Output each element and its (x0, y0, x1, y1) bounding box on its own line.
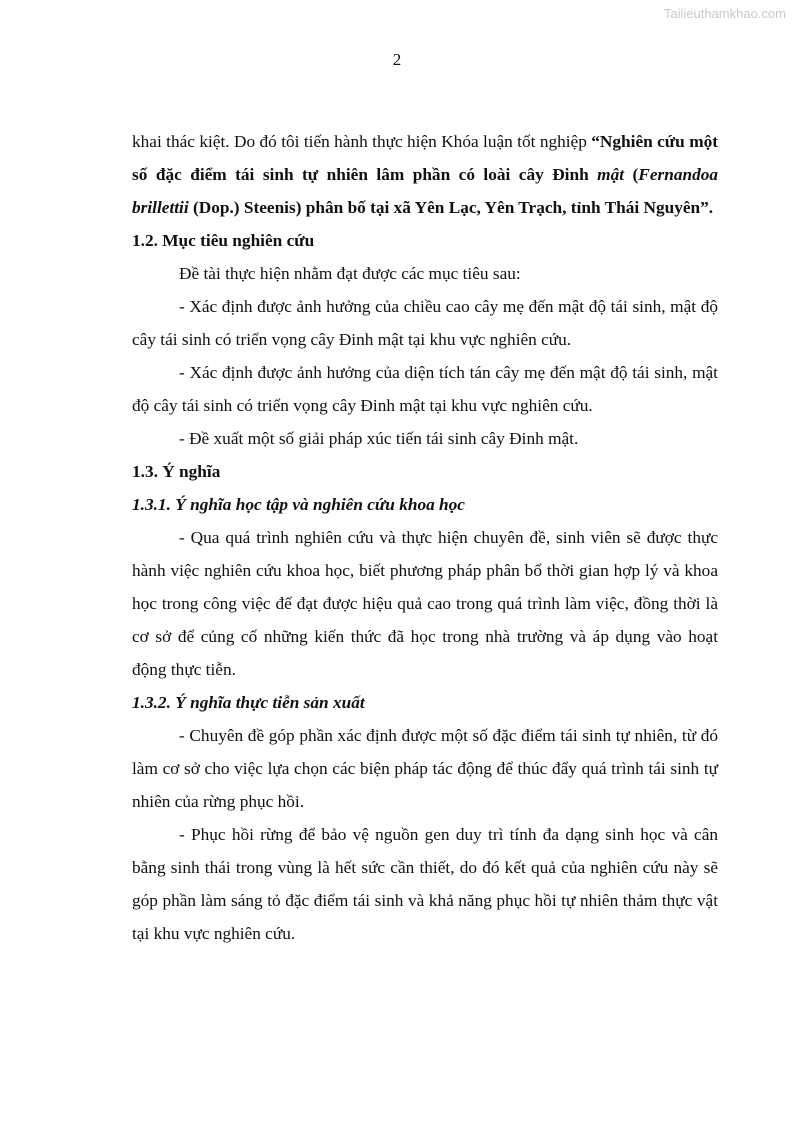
intro-lead: khai thác kiệt. Do đó tôi tiến hành thực hiện Khóa luận tốt nghiệp (132, 132, 592, 151)
watermark: Tailieuthamkhao.com (663, 6, 786, 21)
heading-1-3-1: 1.3.1. Ý nghĩa học tập và nghiên cứu khoa học (132, 495, 465, 514)
scientific-name: Fernandoa brillettii (132, 165, 719, 217)
thesis-title-part2: ( (624, 165, 639, 184)
objective-intro: Đề tài thực hiện nhằm đạt được các mục tiêu sau: (179, 264, 521, 283)
heading-1-3: 1.3. Ý nghĩa (132, 462, 221, 481)
thesis-title-part3: (Dop.) Steenis) phân bố tại xã Yên Lạc, Yên Trạch, tỉnh Thái Nguyên”. (188, 198, 714, 217)
page-number: 2 (392, 50, 402, 69)
thesis-title-italic1: mật (597, 165, 625, 184)
objective-2: - Xác định được ảnh hưởng của diện tích tán cây mẹ đến mật độ tái sinh, mật độ cây tái sinh có triển vọng cây Đinh mật tại khu vực nghiên cứu. (132, 363, 718, 415)
significance-practical-2: - Phục hồi rừng để bảo vệ nguồn gen duy trì tính đa dạng sinh học và cân bằng sinh thái trong vùng là hết sức cần thiết, do đó kết quả của nghiên cứu này sẽ góp phần làm sáng tỏ đặc điểm tái sinh và khả năng phục hồi tự nhiên thảm thực vật tại khu vực nghiên cứu. (132, 825, 718, 943)
intro-paragraph (132, 125, 718, 224)
objective-3: - Đề xuất một số giải pháp xúc tiến tái sinh cây Đinh mật. (179, 429, 579, 448)
heading-1-3-2: 1.3.2. Ý nghĩa thực tiễn sản xuất (132, 693, 365, 712)
document-body (132, 125, 718, 950)
heading-1-2: 1.2. Mục tiêu nghiên cứu (132, 231, 315, 250)
objective-1: - Xác định được ảnh hưởng của chiều cao cây mẹ đến mật độ tái sinh, mật độ cây tái sinh có triển vọng cây Đinh mật tại khu vực nghiên cứu. (132, 297, 718, 349)
thesis-title-part1: “Nghiên cứu một số đặc điểm tái sinh tự nhiên lâm phần có loài cây Đinh (132, 132, 718, 184)
significance-academic: - Qua quá trình nghiên cứu và thực hiện chuyên đề, sinh viên sẽ được thực hành việc nghiên cứu khoa học, biết phương pháp phân bổ thời gian hợp lý và khoa học trong công việc để đạt được hiệu quả cao trong quá trình làm việc, đồng thời là cơ sở để củng cố những kiến thức đã học trong nhà trường và áp dụng vào hoạt động thực tiễn. (132, 528, 718, 679)
significance-practical-1: - Chuyên đề góp phần xác định được một số đặc điểm tái sinh tự nhiên, từ đó làm cơ sở cho việc lựa chọn các biện pháp tác động để thúc đẩy quá trình tái sinh tự nhiên của rừng phục hồi. (132, 726, 718, 811)
